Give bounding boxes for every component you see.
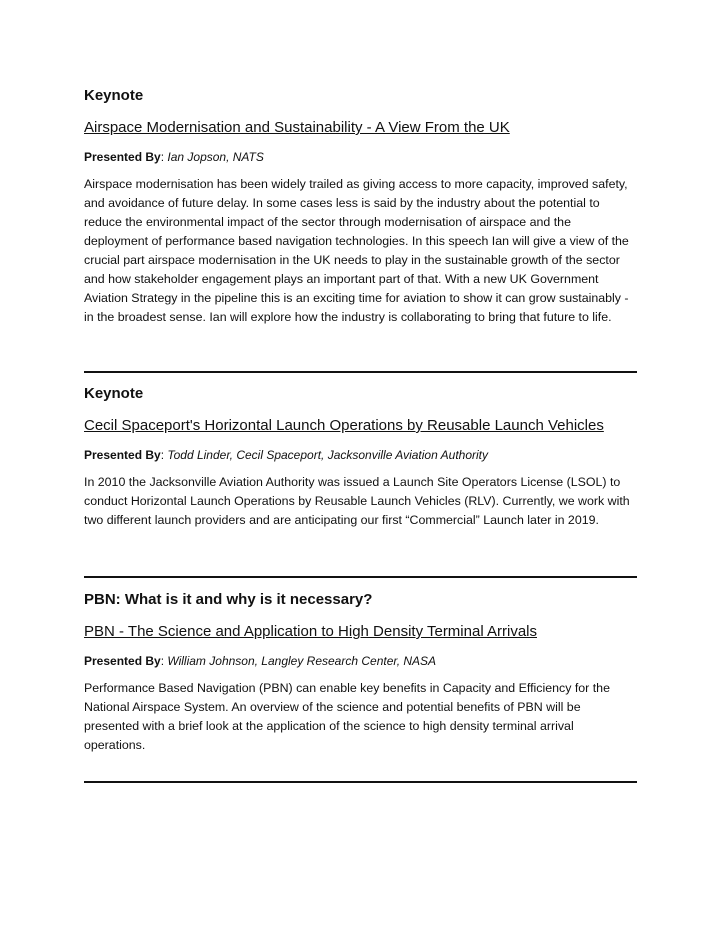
session-abstract: In 2010 the Jacksonville Aviation Authority was issued a Launch Site Operators License (LSOL) to conduct Horizontal Launch Operations by Reusable Launch Vehicles (RLV). Currently, we work with two different launch providers and are anticipating our first “Commercial” Launch later in 2019.: [84, 475, 630, 527]
presenter-name: Ian Jopson, NATS: [167, 150, 264, 164]
presented-by-label: Presented By: [84, 448, 161, 462]
presenter-line: Presented By: William Johnson, Langley Research Center, NASA: [84, 654, 437, 668]
presenter-line: Presented By: Ian Jopson, NATS: [84, 150, 264, 164]
session-title-link[interactable]: PBN - The Science and Application to High Density Terminal Arrivals: [84, 623, 537, 640]
presented-by-label: Presented By: [84, 150, 161, 164]
presenter-name: Todd Linder, Cecil Spaceport, Jacksonville Aviation Authority: [167, 448, 488, 462]
session-heading: Keynote: [84, 385, 144, 402]
session-heading: Keynote: [84, 87, 144, 104]
session-title-link[interactable]: Cecil Spaceport's Horizontal Launch Operations by Reusable Launch Vehicles: [84, 417, 604, 434]
divider: [84, 781, 637, 783]
presented-by-label: Presented By: [84, 654, 161, 668]
session-abstract: Performance Based Navigation (PBN) can enable key benefits in Capacity and Efficiency for the National Airspace System. An overview of the science and potential benefits of PBN will be presented with a brief look at the application of the science to high density terminal arrival operations.: [84, 681, 610, 752]
session-abstract: Airspace modernisation has been widely trailed as giving access to more capacity, improved safety, and avoidance of future delay. In some cases less is said by the industry about the potential to reduce the environmental impact of the sector through modernisation of airspace and the deployment of performance based navigation technologies. In this speech Ian will give a view of the crucial part airspace modernisation in the UK needs to play in the sustainable growth of the sector and how stakeholder engagement plays an important part of that. With a new UK Government Aviation Strategy in the pipeline this is an exciting time for aviation to show it can grow sustainably - in the broadest sense. Ian will explore how the industry is collaborating to bring that future to life.: [84, 177, 629, 324]
session-title-link[interactable]: Airspace Modernisation and Sustainability - A View From the UK: [84, 119, 510, 136]
presenter-line: Presented By: Todd Linder, Cecil Spaceport, Jacksonville Aviation Authority: [84, 448, 488, 462]
session-heading: PBN: What is it and why is it necessary?: [84, 591, 373, 608]
divider: [84, 371, 637, 373]
session-3: [84, 590, 637, 755]
presenter-name: William Johnson, Langley Research Center, NASA: [167, 654, 437, 668]
session-1: [84, 86, 637, 327]
session-2: [84, 384, 637, 530]
divider: [84, 576, 637, 578]
